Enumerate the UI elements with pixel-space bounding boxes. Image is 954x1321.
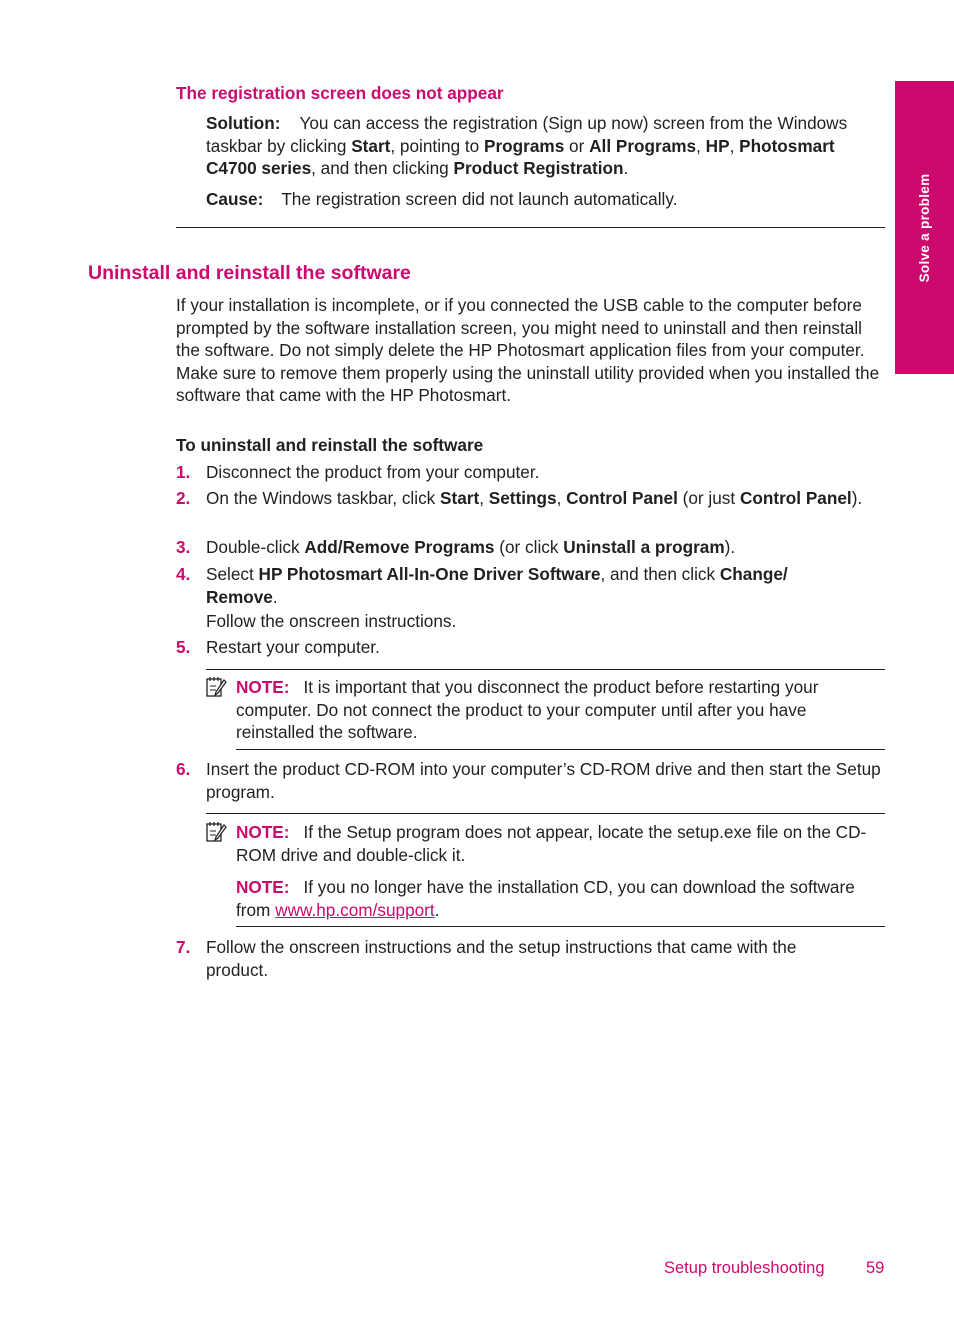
solution-text: or [564, 135, 590, 156]
registration-heading: The registration screen does not appear [176, 83, 504, 103]
step-bold: Uninstall a program [563, 537, 725, 557]
step-followup: Follow the onscreen instructions. [206, 611, 457, 631]
solution-text: You can access the registration (Sign up now) screen from the Windows taskbar by clicking [206, 113, 848, 156]
solution-text: , pointing to [390, 135, 485, 156]
step-text [206, 563, 846, 608]
solution-hp: HP [705, 135, 730, 156]
solution-product-registration: Product Registration [453, 158, 624, 178]
step-number: 1. [176, 462, 191, 482]
solution-paragraph [206, 112, 886, 180]
step-fragment: Double-click [206, 537, 305, 557]
step-fragment: ). [851, 488, 863, 508]
note-label: NOTE: [236, 822, 290, 842]
note-rule-bottom [236, 926, 885, 927]
cause-paragraph [206, 188, 886, 211]
note-pad-icon [205, 821, 227, 843]
solution-all-programs: All Programs [589, 135, 697, 156]
step-number: 3. [176, 537, 191, 557]
note-label: NOTE: [236, 677, 290, 697]
step-fragment: , [556, 488, 567, 508]
note-3-text: If you no longer have the installation CD, you can download the software from [236, 877, 855, 920]
step-bold: HP Photosmart All-In-One Driver Software [258, 564, 601, 584]
step-bold: Change/ Remove [206, 564, 788, 607]
step-fragment: . [272, 586, 278, 607]
step-bold: Start [440, 488, 480, 508]
step-text: Restart your computer. [206, 637, 380, 657]
step-bold: Settings [488, 488, 557, 508]
uninstall-heading: Uninstall and reinstall the software [88, 262, 411, 284]
note-3-end: . [434, 899, 440, 920]
step-number: 5. [176, 637, 191, 657]
side-tab [895, 81, 954, 374]
solution-series: Photosmart C4700 series [206, 135, 835, 178]
solution-text: , [696, 135, 706, 156]
note-label: NOTE: [236, 877, 290, 897]
note-3 [236, 876, 886, 921]
step-number: 7. [176, 937, 191, 957]
note-2 [236, 821, 886, 866]
procedure-title: To uninstall and reinstall the software [176, 435, 484, 455]
note-rule-bottom [236, 749, 885, 750]
step-text [206, 536, 886, 559]
support-link[interactable]: www.hp.com/support [275, 899, 435, 920]
solution-start: Start [351, 135, 391, 156]
note-1-text: It is important that you disconnect the product before restarting your computer. Do not connect the product to your computer until after you have reinstalled the software. [236, 677, 819, 742]
solution-programs: Programs [484, 135, 565, 156]
cause-label: Cause: [206, 189, 264, 209]
footer-section-title: Setup troubleshooting [664, 1259, 825, 1277]
step-bold: Add/Remove Programs [304, 537, 495, 557]
step-number: 2. [176, 488, 191, 508]
solution-text: . [623, 158, 629, 178]
step-bold: Control Panel [739, 488, 852, 508]
step-fragment: ). [724, 537, 736, 557]
note-rule-top [206, 669, 885, 670]
note-2-text: If the Setup program does not appear, locate the setup.exe file on the CD-ROM drive and double-click it. [236, 822, 867, 865]
step-fragment: (or just [677, 488, 740, 508]
uninstall-intro: If your installation is incomplete, or if you connected the USB cable to the computer before prompted by the software installation screen, you might need to uninstall and then reinstall the software. Do not simply delete the HP Photosmart application files from your computer. Make sure to remove them properly using the uninstall utility provided when you installed the software that came with the HP Photosmart. [176, 295, 880, 405]
note-pad-icon [205, 676, 227, 698]
step-bold: Control Panel [566, 488, 678, 508]
side-tab-label: Solve a problem [916, 173, 932, 282]
note-1 [236, 676, 886, 744]
solution-label: Solution: [206, 113, 281, 133]
step-number: 4. [176, 564, 191, 584]
step-fragment: , and then click [600, 564, 720, 584]
page-number: 59 [866, 1259, 885, 1277]
step-number: 6. [176, 759, 191, 779]
step-text: Insert the product CD-ROM into your computer’s CD-ROM drive and then start the Setup program. [206, 759, 881, 802]
solution-text: , [729, 135, 740, 156]
step-fragment: , [479, 488, 489, 508]
cause-text: The registration screen did not launch automatically. [281, 189, 678, 209]
step-fragment: (or click [494, 537, 564, 557]
section-divider [176, 227, 885, 228]
step-text: Follow the onscreen instructions and the setup instructions that came with the product. [206, 937, 797, 980]
step-text [206, 487, 886, 510]
solution-text: , and then clicking [311, 158, 454, 178]
step-text: Disconnect the product from your computer. [206, 462, 540, 482]
step-fragment: On the Windows taskbar, click [206, 488, 441, 508]
note-rule-top [206, 813, 885, 814]
step-fragment: Select [206, 564, 259, 584]
